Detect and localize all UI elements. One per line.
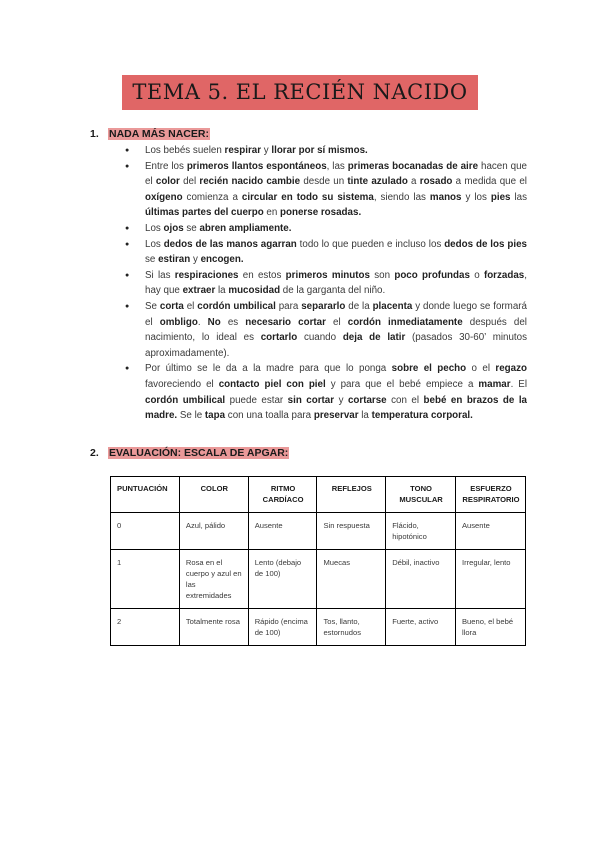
text: , las: [326, 160, 348, 172]
bold-text: extraer: [182, 285, 216, 297]
text: y los: [461, 191, 491, 203]
text: Se: [145, 300, 160, 312]
bullet-item: [119, 221, 527, 237]
text: comienza a: [182, 191, 242, 203]
section-heading-text: EVALUACIÓN: ESCALA DE APGAR:: [109, 447, 289, 459]
page-title: TEMA 5. EL RECIÉN NACIDO: [122, 75, 477, 110]
text: Si las: [145, 269, 175, 281]
bold-text: recién nacido cambie: [199, 176, 301, 188]
text: (pasados 30-60’ minutos aproximadamente).: [145, 332, 527, 359]
table-row: [111, 513, 526, 550]
bullet-list: [119, 143, 527, 424]
bold-text: necesario cortar: [245, 316, 326, 328]
bold-text: separarlo: [301, 300, 346, 312]
table-cell: Sin respuesta: [317, 513, 386, 550]
text: en estos: [238, 269, 286, 281]
bold-text: manos: [429, 191, 462, 203]
bold-text: placenta: [372, 300, 413, 312]
table-cell: 2: [111, 609, 180, 646]
table-cell: Rosa en el cuerpo y azul en las extremidades: [179, 550, 248, 609]
text: con una toalla para: [225, 410, 314, 422]
bullet-item: [119, 361, 527, 423]
table-cell: Tos, llanto, estornudos: [317, 609, 386, 646]
text: de la: [345, 300, 373, 312]
text: Los bebés suelen: [145, 145, 225, 156]
bold-text: mucosidad: [228, 285, 281, 297]
bold-text: cortarse: [347, 394, 387, 406]
bullet-item: [119, 237, 527, 268]
bold-text: encogen.: [200, 254, 244, 266]
text: . El: [510, 378, 527, 390]
table-cell: Lento (debajo de 100): [248, 550, 317, 609]
table-cell: Totalmente rosa: [179, 609, 248, 646]
text: Los: [145, 238, 164, 250]
text: a medida que el: [452, 176, 527, 188]
bold-text: oxígeno: [145, 191, 183, 203]
bold-text: primeros llantos espontáneos: [186, 160, 327, 172]
title-wrapper: [0, 75, 600, 110]
text: el: [183, 300, 198, 312]
text: la: [358, 410, 372, 422]
bold-text: deja de latir: [342, 332, 406, 344]
text: y donde luego se formará el: [145, 300, 527, 328]
text: y: [190, 254, 201, 266]
text: la: [215, 285, 229, 297]
bold-text: sin cortar: [287, 394, 335, 406]
bold-text: cordón umbilical: [145, 394, 226, 406]
bold-text: cortarlo: [260, 332, 298, 344]
text: .: [197, 316, 208, 328]
header-reflejos: REFLEJOS: [317, 477, 386, 513]
text: o el: [466, 363, 496, 375]
bold-text: No: [207, 316, 221, 328]
section-heading-apgar: [90, 447, 289, 459]
bullet-item: [119, 268, 527, 299]
bold-text: primeros minutos: [285, 269, 370, 281]
bold-text: cordón umbilical: [197, 300, 276, 312]
header-tono-muscular: TONO MUSCULAR: [386, 477, 456, 513]
table-cell: Muecas: [317, 550, 386, 609]
bold-text: ponerse rosadas.: [280, 207, 362, 219]
section-heading-text: NADA MÁS NACER:: [109, 128, 209, 140]
bold-text: corta: [159, 300, 184, 312]
bold-text: mamar: [478, 378, 511, 390]
bold-text: pies: [490, 191, 511, 203]
text: Los: [145, 222, 164, 234]
text: y para que el bebé empiece a: [325, 378, 479, 390]
text: el: [325, 316, 348, 328]
bold-text: preservar: [313, 410, 359, 422]
text: , hay que: [145, 269, 527, 297]
text: Se le: [177, 410, 205, 422]
text: son: [369, 269, 395, 281]
bold-text: contacto piel con piel: [218, 378, 326, 390]
bold-text: poco profundas: [394, 269, 470, 281]
table-cell: Flácido, hipotónico: [386, 513, 456, 550]
table-row: [111, 609, 526, 646]
text: es: [220, 316, 246, 328]
bold-text: estiran: [158, 254, 191, 266]
table-cell: Fuerte, activo: [386, 609, 456, 646]
bold-text: tinte azulado: [347, 176, 408, 188]
bold-text: abren ampliamente.: [199, 222, 292, 234]
header-color: COLOR: [179, 477, 248, 513]
text: y: [334, 394, 348, 406]
table-cell: Rápido (encima de 100): [248, 609, 317, 646]
bold-text: cordón inmediatamente: [347, 316, 463, 328]
header-ritmo-cardiaco: RITMO CARDÍACO: [248, 477, 317, 513]
text: en: [263, 207, 281, 219]
text: todo lo que pueden e incluso los: [296, 238, 445, 250]
table-cell: Ausente: [248, 513, 317, 550]
text: se: [183, 222, 200, 234]
text: después del nacimiento, lo ideal es: [145, 316, 527, 344]
text: desde un: [300, 176, 348, 188]
table-cell: Bueno, el bebé llora: [455, 609, 525, 646]
bold-text: circular en todo su sistema: [241, 191, 374, 203]
bullet-item: [119, 159, 527, 221]
text: para: [275, 300, 302, 312]
text: cuando: [297, 332, 343, 344]
table-cell: Azul, pálido: [179, 513, 248, 550]
apgar-table: [110, 476, 526, 646]
text: Entre los: [145, 160, 187, 172]
bold-text: temperatura corporal.: [371, 410, 473, 422]
text: , siendo las: [373, 191, 430, 203]
header-puntuacion: PUNTUACIÓN: [111, 477, 180, 513]
bold-text: ombligo: [159, 316, 198, 328]
text: favoreciendo el: [145, 378, 219, 390]
text: se: [145, 254, 159, 266]
table-cell: 0: [111, 513, 180, 550]
bold-text: primeras bocanadas de aire: [347, 160, 479, 172]
text: de la garganta del niño.: [280, 285, 386, 297]
section-heading-nada-mas-nacer: [90, 128, 210, 140]
table-header-row: [111, 477, 526, 513]
section-number: 2.: [90, 447, 99, 459]
text: con el: [386, 394, 424, 406]
bold-text: ojos: [163, 222, 184, 234]
bold-text: rosado: [419, 176, 453, 188]
bold-text: respirar: [224, 145, 262, 156]
bullet-item: [119, 143, 527, 159]
table-row: [111, 550, 526, 609]
section-number: 1.: [90, 128, 99, 140]
bold-text: color: [155, 176, 180, 188]
text: y: [261, 145, 272, 156]
bold-text: bebé en brazos de la madre.: [145, 394, 527, 422]
table-cell: Ausente: [455, 513, 525, 550]
text: hacen que el: [145, 160, 527, 188]
bold-text: sobre el pecho: [391, 363, 467, 375]
bold-text: regazo: [495, 363, 527, 375]
header-esfuerzo-respiratorio: ESFUERZO RESPIRATORIO: [455, 477, 525, 513]
bold-text: dedos de las manos agarran: [163, 238, 297, 250]
bold-text: respiraciones: [174, 269, 239, 281]
text: Por último se le da a la madre para que lo ponga: [145, 363, 392, 375]
text: del: [179, 176, 200, 188]
bold-text: últimas partes del cuerpo: [145, 207, 264, 219]
table-cell: Débil, inactivo: [386, 550, 456, 609]
bold-text: llorar por sí mismos.: [271, 145, 368, 156]
bold-text: forzadas: [483, 269, 525, 281]
bold-text: dedos de los pies: [444, 238, 527, 250]
text: las: [510, 191, 527, 203]
table-cell: Irregular, lento: [455, 550, 525, 609]
table-cell: 1: [111, 550, 180, 609]
text: o: [469, 269, 484, 281]
bullet-item: [119, 299, 527, 361]
bold-text: tapa: [204, 410, 226, 422]
text: puede estar: [225, 394, 288, 406]
text: a: [407, 176, 420, 188]
